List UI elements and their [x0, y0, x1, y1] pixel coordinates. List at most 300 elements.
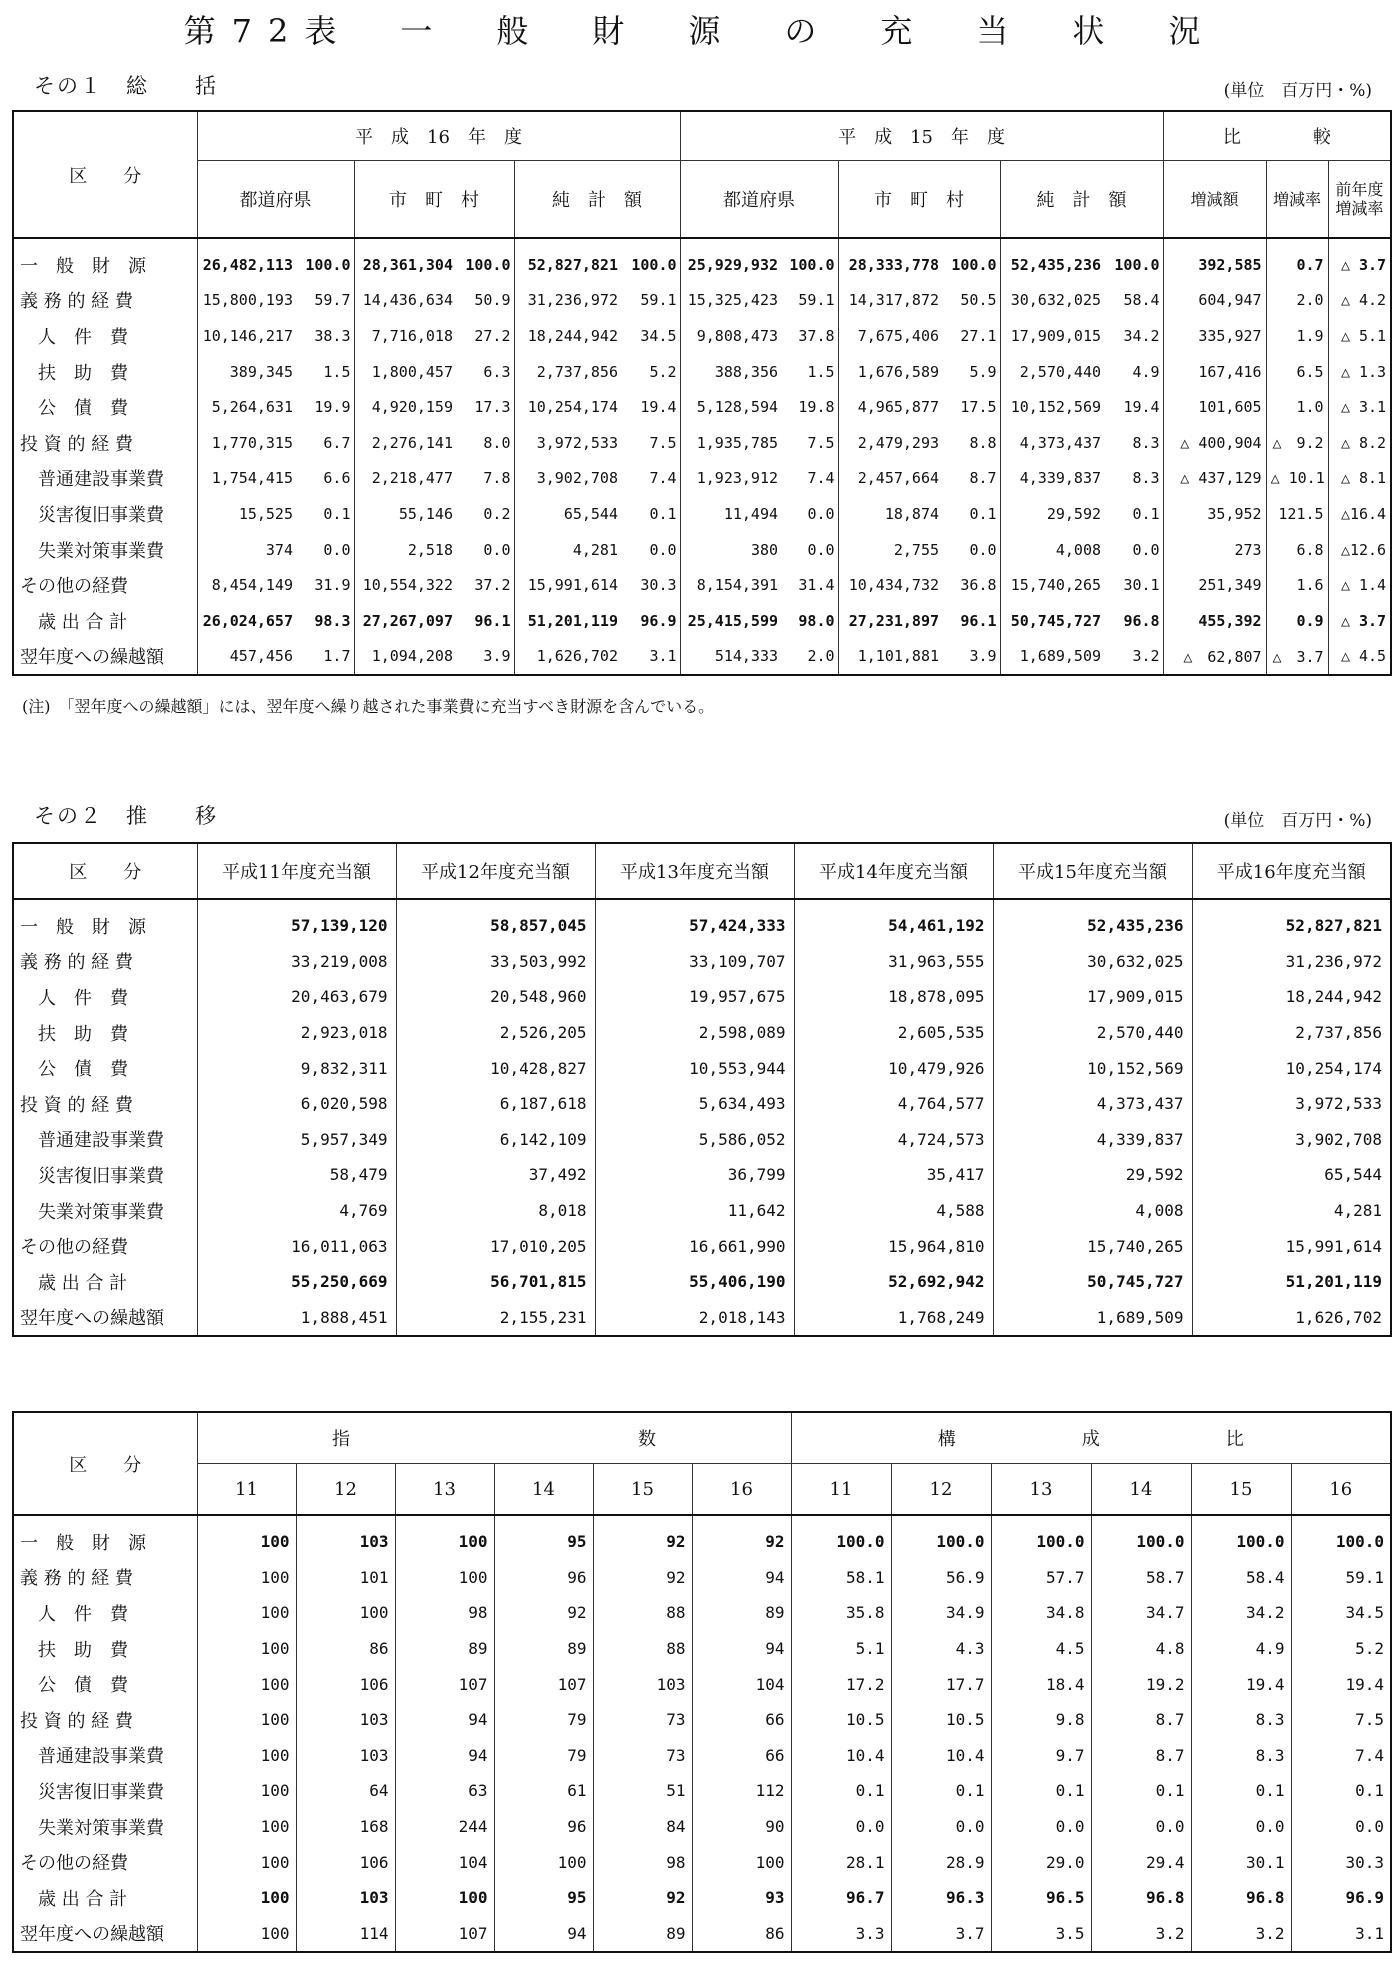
table-cell: 30.1: [1105, 567, 1163, 603]
table-cell: 31,963,555: [794, 944, 993, 980]
row-label: 翌年度への繰越額: [13, 639, 197, 676]
table-cell: △ 4.5: [1328, 639, 1391, 676]
header-junkeigaku-16: 純 計 額: [514, 161, 680, 239]
table-cell: 31,236,972: [1192, 944, 1391, 980]
table-cell: 51,201,119: [1192, 1264, 1391, 1300]
table-cell: 19.4: [1291, 1666, 1391, 1702]
table-cell: 95: [494, 1880, 593, 1916]
row-label: 一 般 財 源: [13, 899, 197, 944]
row-label: 災害復旧事業費: [13, 1157, 197, 1193]
table-cell: 7.5: [622, 425, 680, 461]
table-cell: 100: [197, 1880, 296, 1916]
table-cell: △ 3.7: [1266, 639, 1328, 676]
table-cell: 4,588: [794, 1193, 993, 1229]
table-cell: 61: [494, 1773, 593, 1809]
table-cell: 58.4: [1105, 283, 1163, 319]
table-cell: 18,874: [838, 496, 943, 532]
table-cell: 64: [296, 1773, 395, 1809]
table-cell: 100.0: [457, 238, 514, 283]
header-year: 16: [692, 1464, 791, 1516]
table-row: [13, 496, 1391, 532]
table-cell: 0.0: [943, 532, 1000, 568]
table-cell: 17,909,015: [1000, 318, 1105, 354]
table-cell: 19.4: [1105, 389, 1163, 425]
table-cell: 5.2: [622, 354, 680, 390]
table-row: [13, 567, 1391, 603]
table-row: [13, 1300, 1391, 1337]
row-label: 災害復旧事業費: [13, 496, 197, 532]
header-year: 14: [494, 1464, 593, 1516]
table-cell: △ 3.1: [1328, 389, 1391, 425]
table-cell: 4.5: [991, 1631, 1091, 1667]
table-cell: 52,827,821: [514, 238, 622, 283]
header-year-col: 平成15年度充当額: [993, 843, 1192, 899]
row-label: 歳 出 合 計: [13, 603, 197, 639]
table-cell: 5,957,349: [197, 1122, 396, 1158]
header-year-col: 平成11年度充当額: [197, 843, 396, 899]
table-cell: 52,692,942: [794, 1264, 993, 1300]
table-cell: 15,325,423: [680, 283, 782, 319]
table-cell: 4,764,577: [794, 1086, 993, 1122]
table-cell: 96.5: [991, 1880, 1091, 1916]
table-cell: 16,661,990: [595, 1228, 794, 1264]
table-cell: 55,406,190: [595, 1264, 794, 1300]
table-cell: 0.1: [1091, 1773, 1191, 1809]
general-revenue-trend-table: [12, 842, 1392, 1337]
table-cell: 3.2: [1091, 1916, 1191, 1953]
table-cell: 2.0: [1266, 283, 1328, 319]
row-label: 翌年度への繰越額: [13, 1300, 197, 1337]
table-cell: 59.1: [622, 283, 680, 319]
table-cell: 0.0: [791, 1809, 891, 1845]
table-cell: 112: [692, 1773, 791, 1809]
table-cell: 25,929,932: [680, 238, 782, 283]
table-cell: 114: [296, 1916, 395, 1953]
row-label: 翌年度への繰越額: [13, 1916, 197, 1953]
header-year: 15: [1191, 1464, 1291, 1516]
table-cell: 3.5: [991, 1916, 1091, 1953]
table-cell: 92: [494, 1595, 593, 1631]
table-cell: 17,010,205: [396, 1228, 595, 1264]
table-cell: 100: [197, 1809, 296, 1845]
table-cell: 1,101,881: [838, 639, 943, 676]
table-cell: 94: [692, 1631, 791, 1667]
table-cell: 52,827,821: [1192, 899, 1391, 944]
table-cell: 4,008: [1000, 532, 1105, 568]
table-row: [13, 389, 1391, 425]
table-cell: △ 5.1: [1328, 318, 1391, 354]
table-cell: 457,456: [197, 639, 297, 676]
table-cell: 103: [296, 1880, 395, 1916]
table-row: [13, 1595, 1391, 1631]
table-cell: 4,281: [1192, 1193, 1391, 1229]
table-row: [13, 603, 1391, 639]
table-cell: 0.0: [297, 532, 354, 568]
table-cell: 15,991,614: [514, 567, 622, 603]
table-row: [13, 899, 1391, 944]
table-cell: 11,642: [595, 1193, 794, 1229]
table-row: [13, 1122, 1391, 1158]
table-cell: 6,020,598: [197, 1086, 396, 1122]
table-cell: 100: [197, 1916, 296, 1953]
row-label: 一 般 財 源: [13, 238, 197, 283]
table-cell: 50.9: [457, 283, 514, 319]
header-year: 13: [395, 1464, 494, 1516]
table-cell: 15,740,265: [1000, 567, 1105, 603]
table-cell: 0.2: [457, 496, 514, 532]
table-cell: 50.5: [943, 283, 1000, 319]
table-cell: 57.7: [991, 1560, 1091, 1596]
table-cell: 103: [296, 1702, 395, 1738]
table-cell: 95: [494, 1515, 593, 1560]
table-cell: 374: [197, 532, 297, 568]
table-cell: 100: [197, 1560, 296, 1596]
table-cell: 2,605,535: [794, 1015, 993, 1051]
table-cell: 5.2: [1291, 1631, 1391, 1667]
header-kubun: 区 分: [13, 111, 197, 238]
row-label: 公 債 費: [13, 1050, 197, 1086]
table-cell: 0.0: [1091, 1809, 1191, 1845]
table-cell: 107: [395, 1666, 494, 1702]
table-cell: 54,461,192: [794, 899, 993, 944]
table-cell: 10,428,827: [396, 1050, 595, 1086]
table-cell: 100: [197, 1738, 296, 1774]
table-cell: 1.6: [1266, 567, 1328, 603]
table-cell: 6.5: [1266, 354, 1328, 390]
header-year: 11: [791, 1464, 891, 1516]
table-cell: 26,482,113: [197, 238, 297, 283]
table-cell: 5,128,594: [680, 389, 782, 425]
table-cell: 2,276,141: [354, 425, 457, 461]
table-cell: 103: [296, 1515, 395, 1560]
table-cell: 65,544: [514, 496, 622, 532]
table-cell: 4.3: [891, 1631, 991, 1667]
table-cell: 1.7: [297, 639, 354, 676]
table-cell: 19,957,675: [595, 979, 794, 1015]
header-year-col: 平成12年度充当額: [396, 843, 595, 899]
header-kubun: 区 分: [13, 843, 197, 899]
table-cell: 88: [593, 1595, 692, 1631]
table-cell: 4,373,437: [993, 1086, 1192, 1122]
table-cell: 389,345: [197, 354, 297, 390]
table-row: [13, 944, 1391, 980]
table-cell: 8,154,391: [680, 567, 782, 603]
table-cell: 0.1: [1105, 496, 1163, 532]
table-cell: 18,244,942: [514, 318, 622, 354]
row-label: 人 件 費: [13, 979, 197, 1015]
general-revenue-summary-table: [12, 110, 1392, 676]
table-cell: 1,676,589: [838, 354, 943, 390]
row-label: 義 務 的 経 費: [13, 1560, 197, 1596]
table-cell: 94: [395, 1702, 494, 1738]
table-cell: △ 62,807: [1163, 639, 1266, 676]
table-cell: 103: [296, 1738, 395, 1774]
table-cell: 106: [296, 1844, 395, 1880]
table-cell: 168: [296, 1809, 395, 1845]
table-cell: 9,808,473: [680, 318, 782, 354]
table-cell: 27,231,897: [838, 603, 943, 639]
table-cell: 86: [296, 1631, 395, 1667]
table-cell: 8.8: [943, 425, 1000, 461]
table-cell: 96.7: [791, 1880, 891, 1916]
table-cell: 79: [494, 1702, 593, 1738]
table-cell: 19.4: [622, 389, 680, 425]
table-cell: 58,479: [197, 1157, 396, 1193]
table-row: [13, 639, 1391, 676]
table-cell: 73: [593, 1738, 692, 1774]
table-cell: 89: [692, 1595, 791, 1631]
row-label: 災害復旧事業費: [13, 1773, 197, 1809]
section1-label: その１ 総 括: [34, 74, 218, 98]
table-cell: 0.0: [1105, 532, 1163, 568]
table-cell: 30.3: [1291, 1844, 1391, 1880]
row-label: 失業対策事業費: [13, 1809, 197, 1845]
table-cell: 335,927: [1163, 318, 1266, 354]
table-cell: 273: [1163, 532, 1266, 568]
table-cell: 167,416: [1163, 354, 1266, 390]
table-cell: 9.7: [991, 1738, 1091, 1774]
table-cell: 17,909,015: [993, 979, 1192, 1015]
header-h15: 平 成 15 年 度: [680, 111, 1163, 161]
table-cell: 5.9: [943, 354, 1000, 390]
table-cell: 59.1: [1291, 1560, 1391, 1596]
header-year: 12: [891, 1464, 991, 1516]
table-cell: 6,142,109: [396, 1122, 595, 1158]
table-cell: 100.0: [1191, 1515, 1291, 1560]
header-year: 14: [1091, 1464, 1191, 1516]
table-cell: 4,281: [514, 532, 622, 568]
table-cell: 7.4: [622, 461, 680, 497]
header-year: 15: [593, 1464, 692, 1516]
table-cell: 5,264,631: [197, 389, 297, 425]
table-cell: 66: [692, 1702, 791, 1738]
table-cell: 96.1: [943, 603, 1000, 639]
table-cell: 1,689,509: [1000, 639, 1105, 676]
table-cell: 1,888,451: [197, 1300, 396, 1337]
table-cell: 15,740,265: [993, 1228, 1192, 1264]
table-cell: 0.1: [791, 1773, 891, 1809]
table-cell: 50,745,727: [1000, 603, 1105, 639]
table-cell: 100: [197, 1702, 296, 1738]
table-cell: 388,356: [680, 354, 782, 390]
table-cell: 10.4: [791, 1738, 891, 1774]
table-cell: 10.4: [891, 1738, 991, 1774]
table-cell: △ 10.1: [1266, 461, 1328, 497]
table-row: [13, 318, 1391, 354]
table-cell: △ 1.4: [1328, 567, 1391, 603]
row-label: 普通建設事業費: [13, 461, 197, 497]
table-cell: 18.4: [991, 1666, 1091, 1702]
table-cell: 92: [593, 1880, 692, 1916]
table-cell: 100: [197, 1666, 296, 1702]
table-cell: 100.0: [943, 238, 1000, 283]
table-cell: 4.8: [1091, 1631, 1191, 1667]
table-cell: 31.9: [297, 567, 354, 603]
table-cell: 10,434,732: [838, 567, 943, 603]
row-label: その他の経費: [13, 1844, 197, 1880]
table-cell: 26,024,657: [197, 603, 297, 639]
header-year-col: 平成14年度充当額: [794, 843, 993, 899]
table-cell: 3.2: [1191, 1916, 1291, 1953]
table-cell: 100.0: [891, 1515, 991, 1560]
table-cell: 4,920,159: [354, 389, 457, 425]
table-cell: 8.3: [1105, 461, 1163, 497]
row-label: 投 資 的 経 費: [13, 1702, 197, 1738]
table-cell: 36.8: [943, 567, 1000, 603]
table-cell: 104: [692, 1666, 791, 1702]
table-cell: 10,479,926: [794, 1050, 993, 1086]
table-cell: 7.4: [782, 461, 838, 497]
row-label: 扶 助 費: [13, 1015, 197, 1051]
table-cell: 19.4: [1191, 1666, 1291, 1702]
table-cell: 27.2: [457, 318, 514, 354]
table-cell: 0.0: [891, 1809, 991, 1845]
table-cell: 8.3: [1191, 1738, 1291, 1774]
table-row: [13, 461, 1391, 497]
table-cell: 34.9: [891, 1595, 991, 1631]
table-cell: 3,972,533: [514, 425, 622, 461]
table-cell: 2,457,664: [838, 461, 943, 497]
table-cell: 3.1: [622, 639, 680, 676]
table-cell: 6.8: [1266, 532, 1328, 568]
table-cell: 29.4: [1091, 1844, 1191, 1880]
table-row: [13, 532, 1391, 568]
table-cell: 36,799: [595, 1157, 794, 1193]
table-cell: 100.0: [791, 1515, 891, 1560]
table-cell: 100: [296, 1595, 395, 1631]
table-cell: 96.3: [891, 1880, 991, 1916]
table-cell: 66: [692, 1738, 791, 1774]
table-cell: 89: [494, 1631, 593, 1667]
table-cell: 5.1: [791, 1631, 891, 1667]
table-cell: 50,745,727: [993, 1264, 1192, 1300]
table-cell: 4.9: [1105, 354, 1163, 390]
table-cell: 30.1: [1191, 1844, 1291, 1880]
table-cell: 2,518: [354, 532, 457, 568]
table-cell: 0.0: [622, 532, 680, 568]
table-cell: 30,632,025: [993, 944, 1192, 980]
table-cell: 94: [692, 1560, 791, 1596]
table-cell: 100: [197, 1773, 296, 1809]
header-kouseihi: 構 成 比: [791, 1412, 1391, 1464]
table-cell: 34.8: [991, 1595, 1091, 1631]
table-row: [13, 1515, 1391, 1560]
table-cell: 31,236,972: [514, 283, 622, 319]
table-cell: 2,218,477: [354, 461, 457, 497]
table-cell: 17.7: [891, 1666, 991, 1702]
row-label: その他の経費: [13, 1228, 197, 1264]
header-kubun: 区 分: [13, 1412, 197, 1515]
table-cell: 28.1: [791, 1844, 891, 1880]
table-cell: 100: [692, 1844, 791, 1880]
table-cell: 96.9: [622, 603, 680, 639]
row-label: 公 債 費: [13, 1666, 197, 1702]
table-row: [13, 1015, 1391, 1051]
table-cell: 10,152,569: [993, 1050, 1192, 1086]
table-cell: 28,333,778: [838, 238, 943, 283]
header-shisu: 指 数: [197, 1412, 791, 1464]
table-cell: 57,139,120: [197, 899, 396, 944]
table-cell: △ 9.2: [1266, 425, 1328, 461]
table-cell: 90: [692, 1809, 791, 1845]
table-cell: 0.1: [891, 1773, 991, 1809]
header-junkeigaku-15: 純 計 額: [1000, 161, 1163, 239]
table-cell: 121.5: [1266, 496, 1328, 532]
header-year: 16: [1291, 1464, 1391, 1516]
table-cell: △ 4.2: [1328, 283, 1391, 319]
table-row: [13, 1157, 1391, 1193]
table-cell: 96: [494, 1560, 593, 1596]
table-cell: 86: [692, 1916, 791, 1953]
table-cell: 98: [593, 1844, 692, 1880]
table-cell: 92: [692, 1515, 791, 1560]
table-row: [13, 238, 1391, 283]
table-cell: 1.0: [1266, 389, 1328, 425]
table-cell: 8.7: [943, 461, 1000, 497]
table-cell: 1,626,702: [514, 639, 622, 676]
table-cell: 35,952: [1163, 496, 1266, 532]
table-row: [13, 1666, 1391, 1702]
table-cell: 100: [494, 1844, 593, 1880]
table-cell: 3.9: [943, 639, 1000, 676]
table-cell: 34.7: [1091, 1595, 1191, 1631]
table-cell: 8.3: [1105, 425, 1163, 461]
table-cell: 33,219,008: [197, 944, 396, 980]
table-cell: 29,592: [1000, 496, 1105, 532]
table-cell: 9,832,311: [197, 1050, 396, 1086]
table-cell: 29,592: [993, 1157, 1192, 1193]
table-cell: 7.4: [1291, 1738, 1391, 1774]
table-row: [13, 425, 1391, 461]
row-label: 失業対策事業費: [13, 1193, 197, 1229]
header-todofuken-15: 都道府県: [680, 161, 838, 239]
table-cell: 88: [593, 1631, 692, 1667]
table-cell: 2,737,856: [1192, 1015, 1391, 1051]
row-label: その他の経費: [13, 567, 197, 603]
table-cell: 58,857,045: [396, 899, 595, 944]
row-label: 普通建設事業費: [13, 1122, 197, 1158]
table-cell: 10,254,174: [514, 389, 622, 425]
table-cell: 55,250,669: [197, 1264, 396, 1300]
table-cell: 7.5: [782, 425, 838, 461]
table-cell: 100.0: [991, 1515, 1091, 1560]
table-cell: 28.9: [891, 1844, 991, 1880]
table-cell: 455,392: [1163, 603, 1266, 639]
table-cell: 96.8: [1091, 1880, 1191, 1916]
index-composition-table: [12, 1411, 1392, 1953]
table-cell: 11,494: [680, 496, 782, 532]
table-cell: 2,598,089: [595, 1015, 794, 1051]
table-cell: 29.0: [991, 1844, 1091, 1880]
table-cell: 56.9: [891, 1560, 991, 1596]
page-title: 第72表 一 般 財 源 の 充 当 状 況: [183, 12, 1217, 50]
table-cell: 19.9: [297, 389, 354, 425]
table-cell: 57,424,333: [595, 899, 794, 944]
table-cell: 30,632,025: [1000, 283, 1105, 319]
table-cell: 0.0: [782, 532, 838, 568]
table-cell: 16,011,063: [197, 1228, 396, 1264]
table-row: [13, 1916, 1391, 1953]
header-year: 11: [197, 1464, 296, 1516]
table-cell: 4,339,837: [1000, 461, 1105, 497]
table-cell: 107: [494, 1666, 593, 1702]
table-cell: 100.0: [297, 238, 354, 283]
table-cell: 17.2: [791, 1666, 891, 1702]
table-cell: 0.1: [991, 1773, 1091, 1809]
row-label: 人 件 費: [13, 318, 197, 354]
table-cell: 3.3: [791, 1916, 891, 1953]
table-cell: 52,435,236: [1000, 238, 1105, 283]
